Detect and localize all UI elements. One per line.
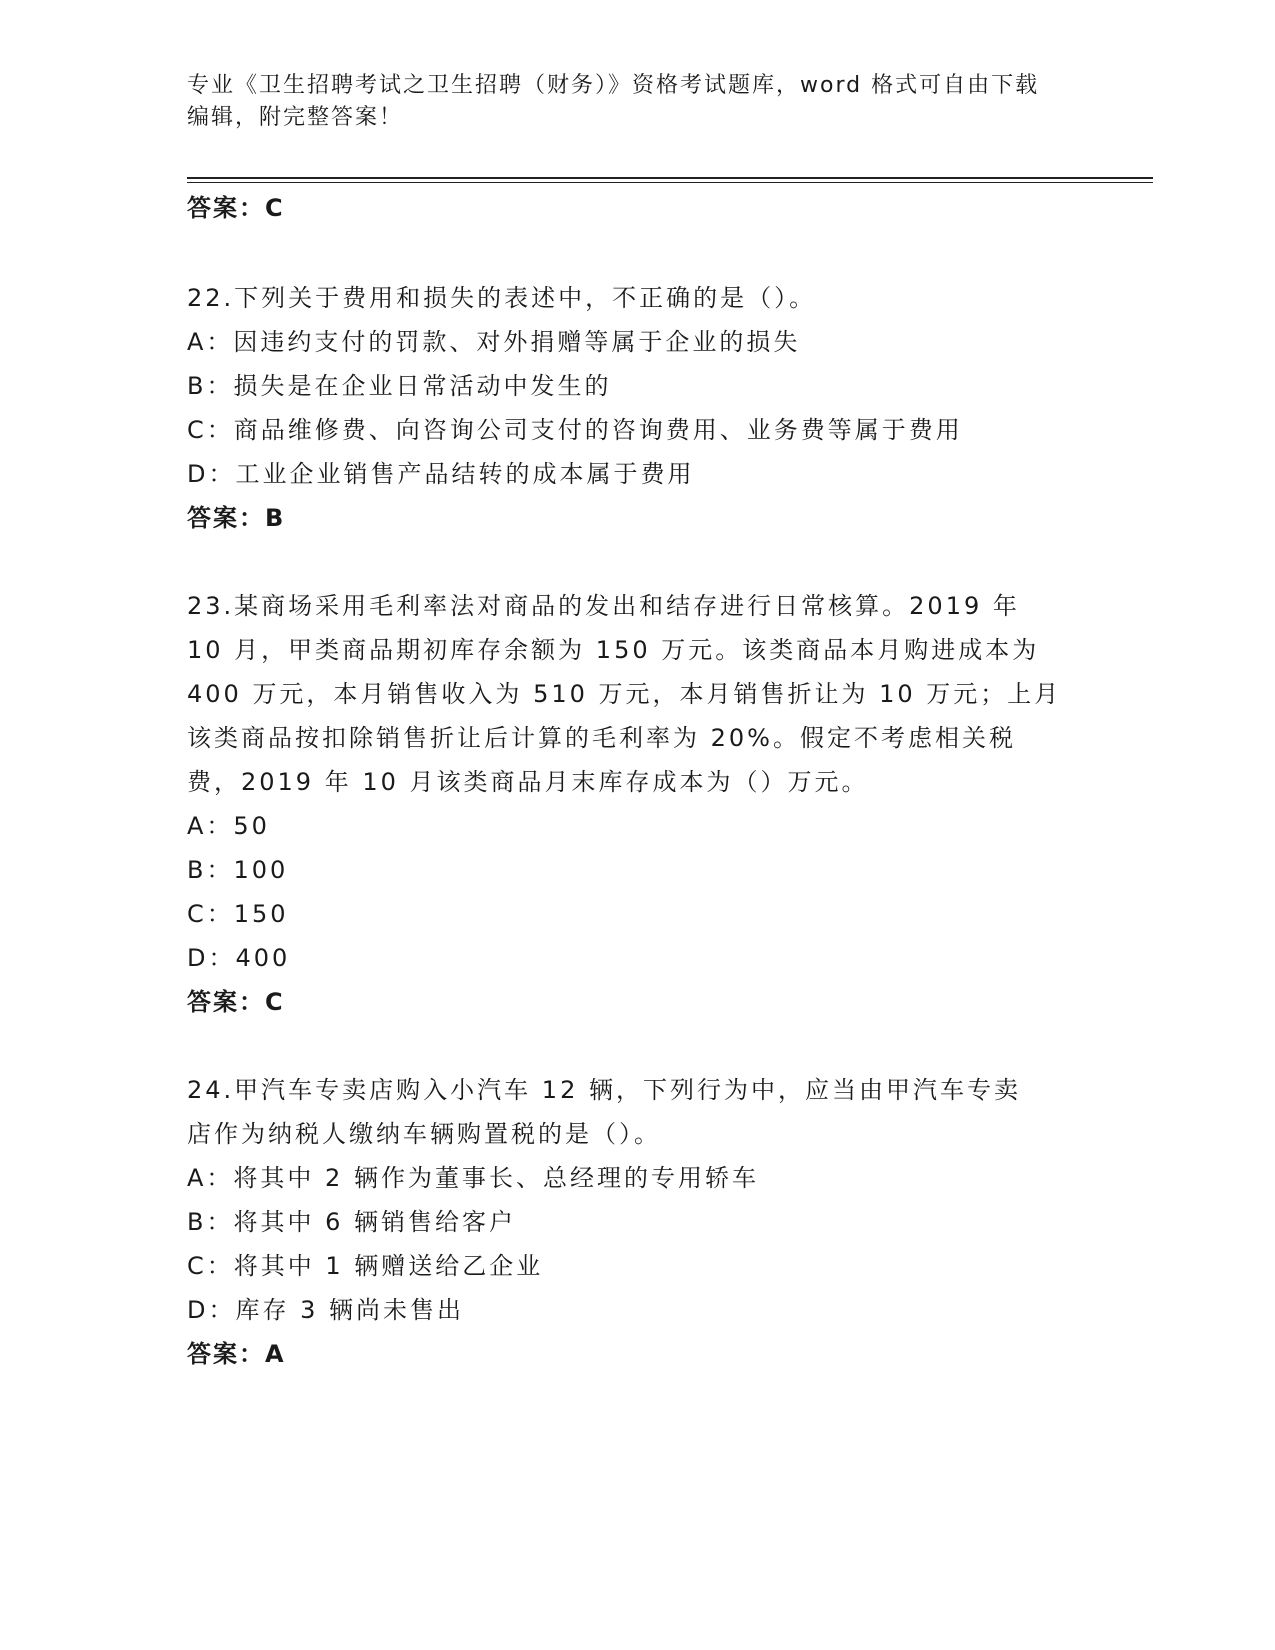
option-b: B：100 [187, 856, 289, 884]
option-c: C：商品维修费、向咨询公司支付的咨询费用、业务费等属于费用 [187, 416, 963, 444]
option-d: D：工业企业销售产品结转的成本属于费用 [187, 460, 695, 488]
question-stem-line: 10 月，甲类商品期初库存余额为 150 万元。该类商品本月购进成本为 [187, 636, 1040, 664]
option-d: D：400 [187, 944, 291, 972]
question-stem-line: 24.甲汽车专卖店购入小汽车 12 辆，下列行为中，应当由甲汽车专卖 [187, 1076, 1021, 1104]
option-d: D：库存 3 辆尚未售出 [187, 1296, 465, 1324]
question-stem-line: 22.下列关于费用和损失的表述中，不正确的是（）。 [187, 284, 817, 312]
option-a: A：将其中 2 辆作为董事长、总经理的专用轿车 [187, 1164, 759, 1192]
answer: 答案：A [187, 1340, 286, 1368]
question-stem-line: 店作为纳税人缴纳车辆购置税的是（）。 [187, 1120, 661, 1148]
option-a: A：50 [187, 812, 270, 840]
header-line-1: 专业《卫生招聘考试之卫生招聘（财务）》资格考试题库，word 格式可自由下载 [187, 73, 1040, 98]
option-c: C：将其中 1 辆赠送给乙企业 [187, 1252, 544, 1280]
question-stem-line: 400 万元，本月销售收入为 510 万元，本月销售折让为 10 万元；上月 [187, 680, 1062, 708]
option-b: B：损失是在企业日常活动中发生的 [187, 372, 612, 400]
option-c: C：150 [187, 900, 289, 928]
question-stem-line: 23.某商场采用毛利率法对商品的发出和结存进行日常核算。2019 年 [187, 592, 1020, 620]
option-b: B：将其中 6 辆销售给客户 [187, 1208, 516, 1236]
header-divider-thick [187, 177, 1153, 179]
header-divider-thin [187, 182, 1153, 183]
header-line-2: 编辑，附完整答案！ [187, 105, 404, 130]
answer: 答案：C [187, 988, 285, 1016]
question-stem-line: 费，2019 年 10 月该类商品月末库存成本为（）万元。 [187, 768, 869, 796]
question-stem-line: 该类商品按扣除销售折让后计算的毛利率为 20%。假定不考虑相关税 [187, 724, 1016, 752]
answer: 答案：B [187, 504, 286, 532]
page-header [187, 70, 1067, 134]
previous-answer: 答案：C [187, 194, 285, 222]
option-a: A：因违约支付的罚款、对外捐赠等属于企业的损失 [187, 328, 801, 356]
